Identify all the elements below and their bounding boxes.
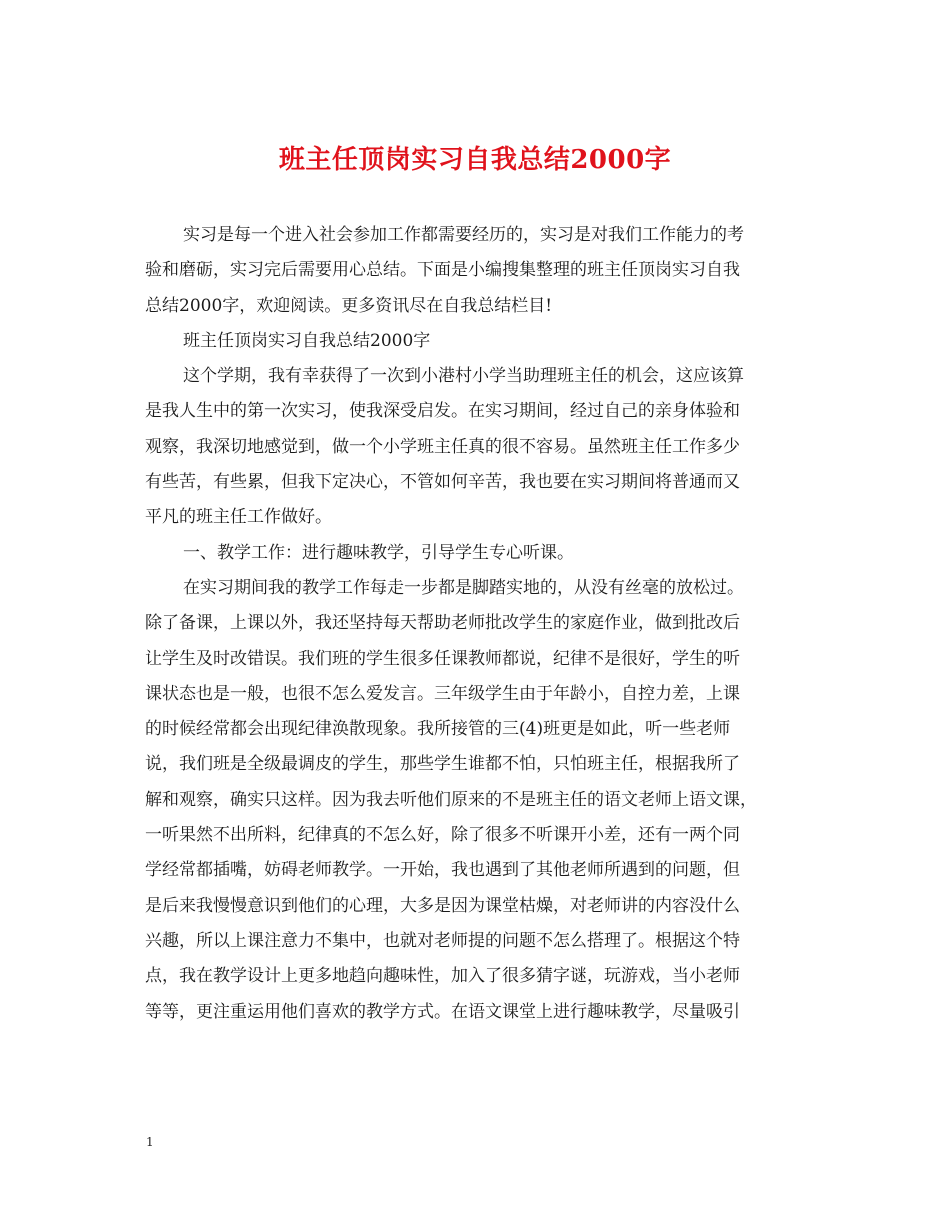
text-line: 在实习期间我的教学工作每走一步都是脚踏实地的，从没有丝毫的放松过。 bbox=[183, 577, 744, 598]
text-line: 除了备课，上课以外，我还坚持每天帮助老师批改学生的家庭作业，做到批改后 bbox=[145, 613, 740, 634]
text-line: 学经常都插嘴，妨碍老师教学。一开始，我也遇到了其他老师所遇到的问题，但 bbox=[145, 860, 740, 881]
document-body bbox=[145, 218, 805, 1030]
text-line: 班主任顶岗实习自我总结2000字 bbox=[183, 330, 431, 351]
text-line: 总结2000字，欢迎阅读。更多资讯尽在自我总结栏目! bbox=[145, 295, 553, 316]
text-line: 实习是每一个进入社会参加工作都需要经历的，实习是对我们工作能力的考 bbox=[183, 225, 744, 245]
text-line: 是我人生中的第一次实习，使我深受启发。在实习期间，经过自己的亲身体验和 bbox=[145, 401, 740, 422]
text-line: 兴趣，所以上课注意力不集中，也就对老师提的问题不怎么搭理了。根据这个特 bbox=[145, 930, 740, 951]
text-line: 说，我们班是全级最调皮的学生，那些学生谁都不怕，只怕班主任，根据我所了 bbox=[145, 754, 740, 775]
text-line: 观察，我深切地感觉到，做一个小学班主任真的很不容易。虽然班主任工作多少 bbox=[145, 436, 740, 457]
text-line: 一、教学工作：进行趣味教学，引导学生专心听课。 bbox=[183, 542, 574, 563]
text-line: 验和磨砺，实习完后需要用心总结。下面是小编搜集整理的班主任顶岗实习自我 bbox=[145, 260, 740, 281]
text-line: 点，我在教学设计上更多地趋向趣味性，加入了很多猜字谜，玩游戏，当小老师 bbox=[145, 966, 740, 987]
text-line: 是后来我慢慢意识到他们的心理，大多是因为课堂枯燥，对老师讲的内容没什么 bbox=[145, 895, 740, 916]
text-line: 平凡的班主任工作做好。 bbox=[145, 507, 332, 528]
text-line: 一听果然不出所料，纪律真的不怎么好，除了很多不听课开小差，还有一两个同 bbox=[145, 825, 740, 846]
text-line: 等等，更注重运用他们喜欢的教学方式。在语文课堂上进行趣味教学，尽量吸引 bbox=[145, 1001, 740, 1022]
document-title: 班主任顶岗实习自我总结2000字 bbox=[278, 145, 672, 175]
text-line: 这个学期，我有幸获得了一次到小港村小学当助理班主任的机会，这应该算 bbox=[183, 366, 744, 387]
text-line: 有些苦，有些累，但我下定决心，不管如何辛苦，我也要在实习期间将普通而又 bbox=[145, 472, 740, 493]
text-line: 课状态也是一般，也很不怎么爱发言。三年级学生由于年龄小，自控力差，上课 bbox=[145, 683, 740, 704]
page-number: 1 bbox=[146, 1135, 154, 1149]
text-line: 解和观察，确实只这样。因为我去听他们原来的不是班主任的语文老师上语文课， bbox=[145, 789, 757, 810]
text-line: 的时候经常都会出现纪律涣散现象。我所接管的三(4)班更是如此，听一些老师 bbox=[145, 719, 731, 740]
text-line: 让学生及时改错误。我们班的学生很多任课教师都说，纪律不是很好，学生的听 bbox=[145, 648, 740, 669]
